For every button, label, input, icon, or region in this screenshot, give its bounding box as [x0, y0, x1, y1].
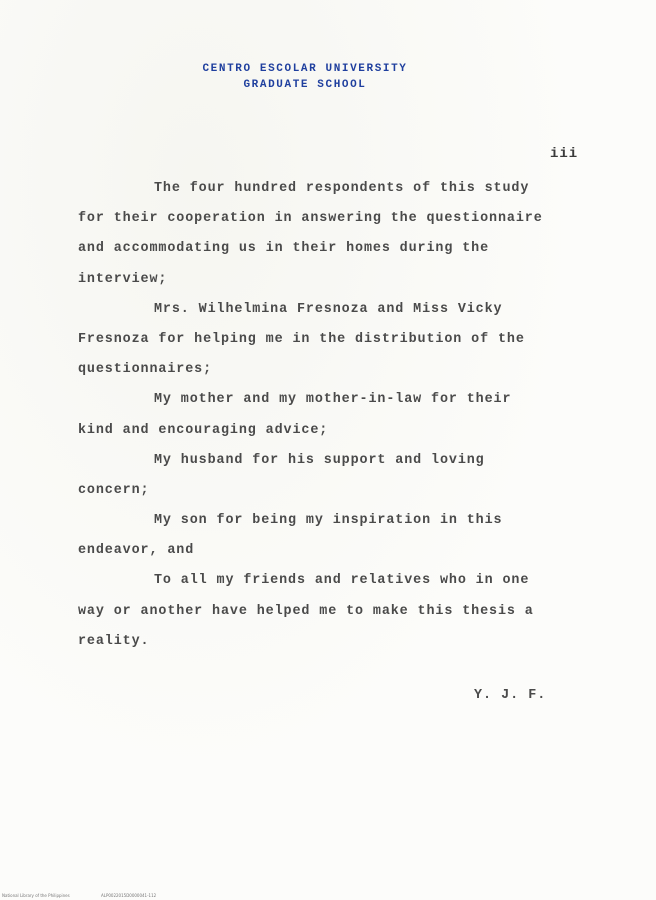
text-line: My mother and my mother-in-law for their [154, 392, 512, 408]
signature-initials: Y. J. F. [474, 688, 547, 703]
text-line: way or another have helped me to make this thesis a [78, 603, 534, 619]
library-name: National Library of the Philippines [2, 893, 70, 898]
text-line: interview; [78, 271, 168, 287]
text-line: concern; [78, 482, 150, 498]
text-line: Mrs. Wilhelmina Fresnoza and Miss Vicky [154, 301, 503, 317]
text-line: and accommodating us in their homes during the [78, 241, 490, 257]
library-footer [2, 893, 156, 898]
text-line: endeavor, and [78, 543, 195, 559]
text-line: kind and encouraging advice; [78, 422, 329, 438]
university-name: CENTRO ESCOLAR UNIVERSITY [202, 63, 408, 75]
text-line: To all my friends and relatives who in one [154, 573, 530, 589]
page-number: iii [550, 146, 579, 162]
text-line: reality. [78, 633, 150, 649]
school-name: GRADUATE SCHOOL [243, 79, 367, 91]
text-line: My son for being my inspiration in this [154, 513, 503, 529]
text-line: Fresnoza for helping me in the distribution of the [78, 331, 525, 347]
document-id: ALP0022015D0000041-112 [101, 893, 157, 898]
acknowledgment-body [78, 174, 578, 657]
text-line: The four hundred respondents of this study [154, 181, 530, 196]
text-line: questionnaires; [78, 362, 213, 378]
text-line: My husband for his support and loving [154, 452, 485, 468]
text-line: for their cooperation in answering the questionnaire [78, 211, 543, 227]
